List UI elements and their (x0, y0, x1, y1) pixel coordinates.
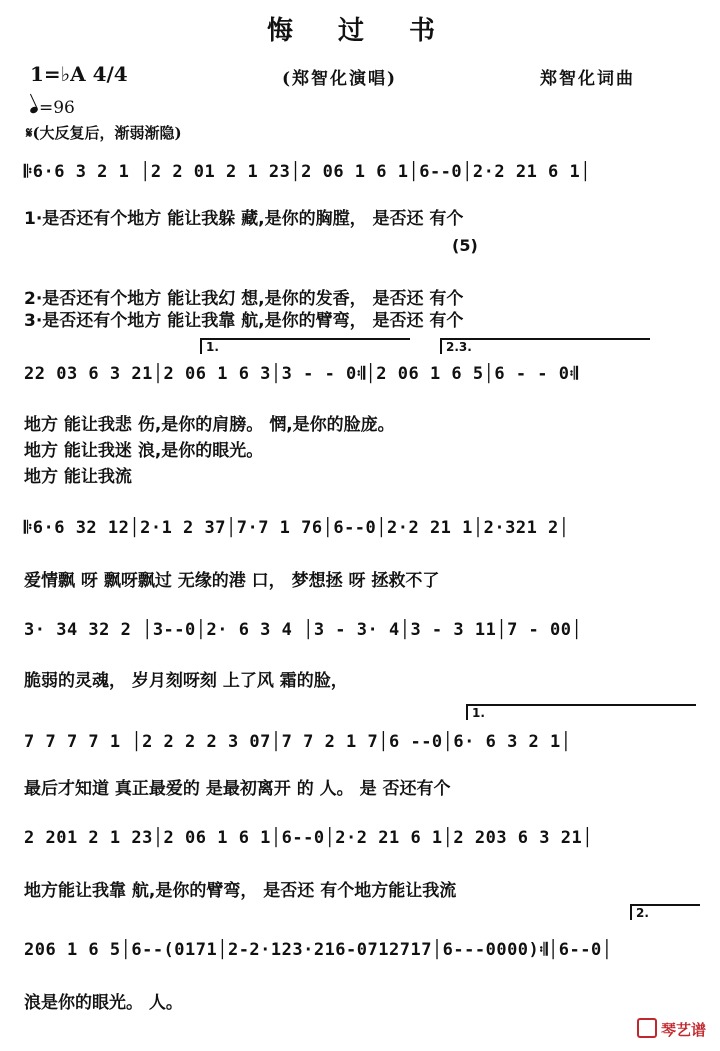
notation-line-1: 𝄆6·6 3 2 1 │2 2 01 2 1 23│2 06 1 6 1│6--0│2·2 21 6 1│ (24, 162, 591, 182)
lyric-line-6: 地方能让我靠 航,是你的臂弯， 是否还 有个地方能让我流 (24, 881, 457, 901)
lyric-line-2-verse-2: 地方 能让我迷 浪,是你的眼光。 (24, 441, 264, 461)
lyric-line-1-verse-3: 3·是否还有个地方 能让我靠 航,是你的臂弯， 是否还 有个 (24, 311, 464, 331)
lyric-line-1-verse-2: 2·是否还有个地方 能让我幻 想,是你的发香， 是否还 有个 (24, 289, 464, 309)
watermark-text: 琴艺谱 (660, 1021, 706, 1039)
notation-line-5: 7 7 7 7 1 │2 2 2 2 3 07│7 7 2 1 7│6 --0│6· 6 3 2 1│ (24, 732, 572, 752)
lyric-line-4: 脆弱的灵魂， 岁月刻呀刻 上了风 霜的脸， (24, 671, 348, 691)
singer-credit: (郑智化演唱) (282, 69, 398, 89)
lyric-line-3: 爱情飘 呀 飘呀飘过 无缘的港 口， 梦想拯 呀 拯救不了 (24, 571, 440, 591)
volta-bracket: 2.3. (440, 338, 650, 354)
performance-instruction: 𝄋(大反复后，渐弱渐隐) (26, 124, 182, 142)
key-signature: 1=♭A 4/4 (30, 62, 128, 86)
composer-credit: 郑智化词曲 (540, 69, 635, 89)
site-logo-icon (637, 1018, 657, 1038)
volta-bracket: 2. (630, 904, 700, 920)
lyric-line-2-verse-1: 地方 能让我悲 伤,是你的肩膀。 惘,是你的脸庞。 (24, 415, 395, 435)
lyric-line-1-verse-1: 1·是否还有个地方 能让我躲 藏,是你的胸膛， 是否还 有个 (24, 209, 464, 229)
notation-line-7: 206 1 6 5│6--(0171│2-2·123·216-0712717│6---0000)𝄇│6--0│ (24, 940, 613, 960)
tempo-marking (30, 98, 75, 118)
volta-bracket: 1. (466, 704, 696, 720)
notation-line-2: 22 03 6 3 21│2 06 1 6 3│3 - - 0𝄇│2 06 1 6 5│6 - - 0𝄇 (24, 364, 579, 384)
tempo-value: =96 (39, 98, 75, 118)
notation-line-3: 𝄆6·6 32 12│2·1 2 37│7·7 1 76│6--0│2·2 21 1│2·321 2│ (24, 518, 570, 538)
lyric-line-5: 最后才知道 真正最爱的 是最初离开 的 人。 是 否还有个 (24, 779, 451, 799)
lyric-line-2-verse-3: 地方 能让我流 (24, 467, 132, 487)
notation-line-4: 3· 34 32 2 │3--0│2· 6 3 4 │3 - 3· 4│3 - 3 11│7 - 00│ (24, 620, 583, 640)
watermark (637, 1018, 706, 1040)
alternate-note-marker: (5) (452, 236, 478, 255)
volta-bracket: 1. (200, 338, 410, 354)
lyric-line-7: 浪是你的眼光。 人。 (24, 993, 183, 1013)
quarter-note-icon (29, 106, 39, 115)
page-title: 悔 过 书 (266, 16, 454, 46)
notation-line-6: 2 201 2 1 23│2 06 1 6 1│6--0│2·2 21 6 1│2 203 6 3 21│ (24, 828, 593, 848)
